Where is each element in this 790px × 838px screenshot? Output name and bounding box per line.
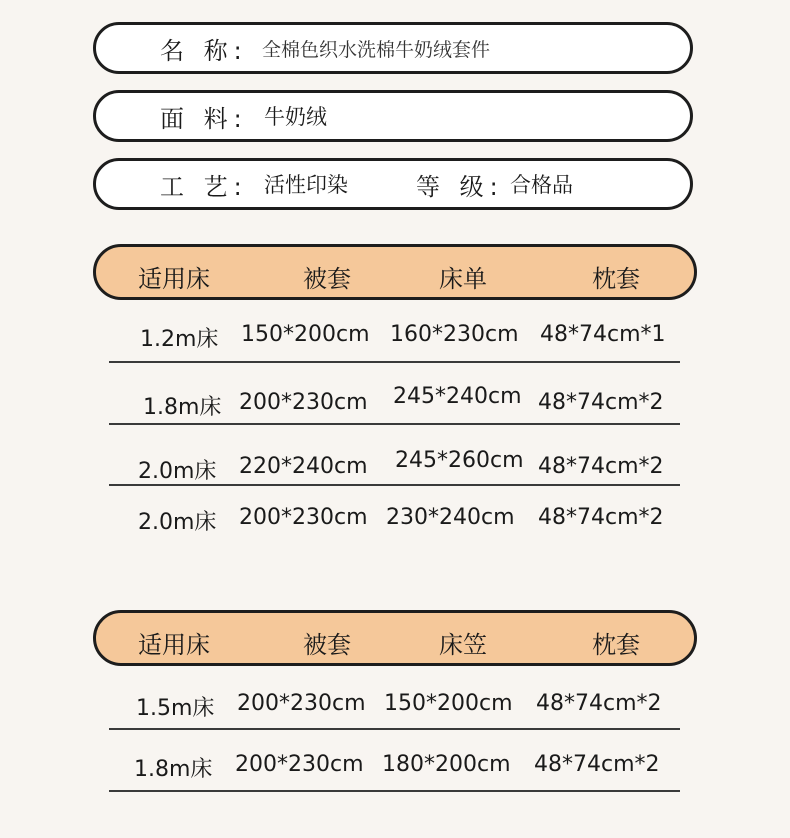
- table-cell: 150*200cm: [241, 322, 370, 347]
- row-divider: [109, 361, 680, 363]
- table-cell: 160*230cm: [390, 322, 519, 347]
- table-cell: 48*74cm*2: [534, 752, 660, 777]
- name-label: 名 称:: [160, 36, 248, 65]
- grade-label: 等 级:: [416, 172, 504, 201]
- table-cell: 180*200cm: [382, 752, 511, 777]
- table2-header-fitted-sheet: 床笠: [439, 631, 487, 659]
- table-cell: 150*200cm: [384, 691, 513, 716]
- table1-header-pillow: 枕套: [592, 265, 640, 293]
- table-cell: 1.8m床: [143, 395, 222, 420]
- row-divider: [109, 423, 680, 425]
- table1-header-bed: 适用床: [138, 265, 210, 293]
- table-cell: 1.8m床: [134, 757, 213, 782]
- fabric-value: 牛奶绒: [264, 105, 327, 129]
- name-value: 全棉色织水洗棉牛奶绒套件: [262, 38, 491, 61]
- fabric-label: 面 料:: [160, 104, 248, 133]
- table2-header: [93, 610, 697, 666]
- table-cell: 200*230cm: [239, 390, 368, 415]
- table-cell: 48*74cm*2: [538, 454, 664, 479]
- fabric-box: [93, 90, 693, 142]
- grade-value: 合格品: [510, 173, 573, 197]
- table-cell: 2.0m床: [138, 510, 217, 535]
- table1-header-duvet: 被套: [303, 265, 351, 293]
- table-cell: 200*230cm: [239, 505, 368, 530]
- table2-header-bed: 适用床: [138, 631, 210, 659]
- row-divider: [109, 484, 680, 486]
- table-cell: 48*74cm*1: [540, 322, 666, 347]
- table1-header: [93, 244, 697, 300]
- table-cell: 230*240cm: [386, 505, 515, 530]
- craft-box: [93, 158, 693, 210]
- row-divider: [109, 790, 680, 792]
- table-cell: 1.2m床: [140, 327, 219, 352]
- table1-header-sheet: 床单: [439, 265, 487, 293]
- table-cell: 1.5m床: [136, 696, 215, 721]
- table2-header-pillow: 枕套: [592, 631, 640, 659]
- row-divider: [109, 728, 680, 730]
- table-cell: 2.0m床: [138, 459, 217, 484]
- table-cell: 220*240cm: [239, 454, 368, 479]
- table2-header-duvet: 被套: [303, 631, 351, 659]
- table-cell: 48*74cm*2: [536, 691, 662, 716]
- table-cell: 48*74cm*2: [538, 505, 664, 530]
- table-cell: 200*230cm: [235, 752, 364, 777]
- table-cell: 245*260cm: [395, 448, 524, 473]
- craft-label: 工 艺:: [160, 172, 248, 201]
- table-cell: 48*74cm*2: [538, 390, 664, 415]
- table-cell: 200*230cm: [237, 691, 366, 716]
- product-name-box: [93, 22, 693, 74]
- table-cell: 245*240cm: [393, 384, 522, 409]
- craft-value: 活性印染: [264, 173, 348, 197]
